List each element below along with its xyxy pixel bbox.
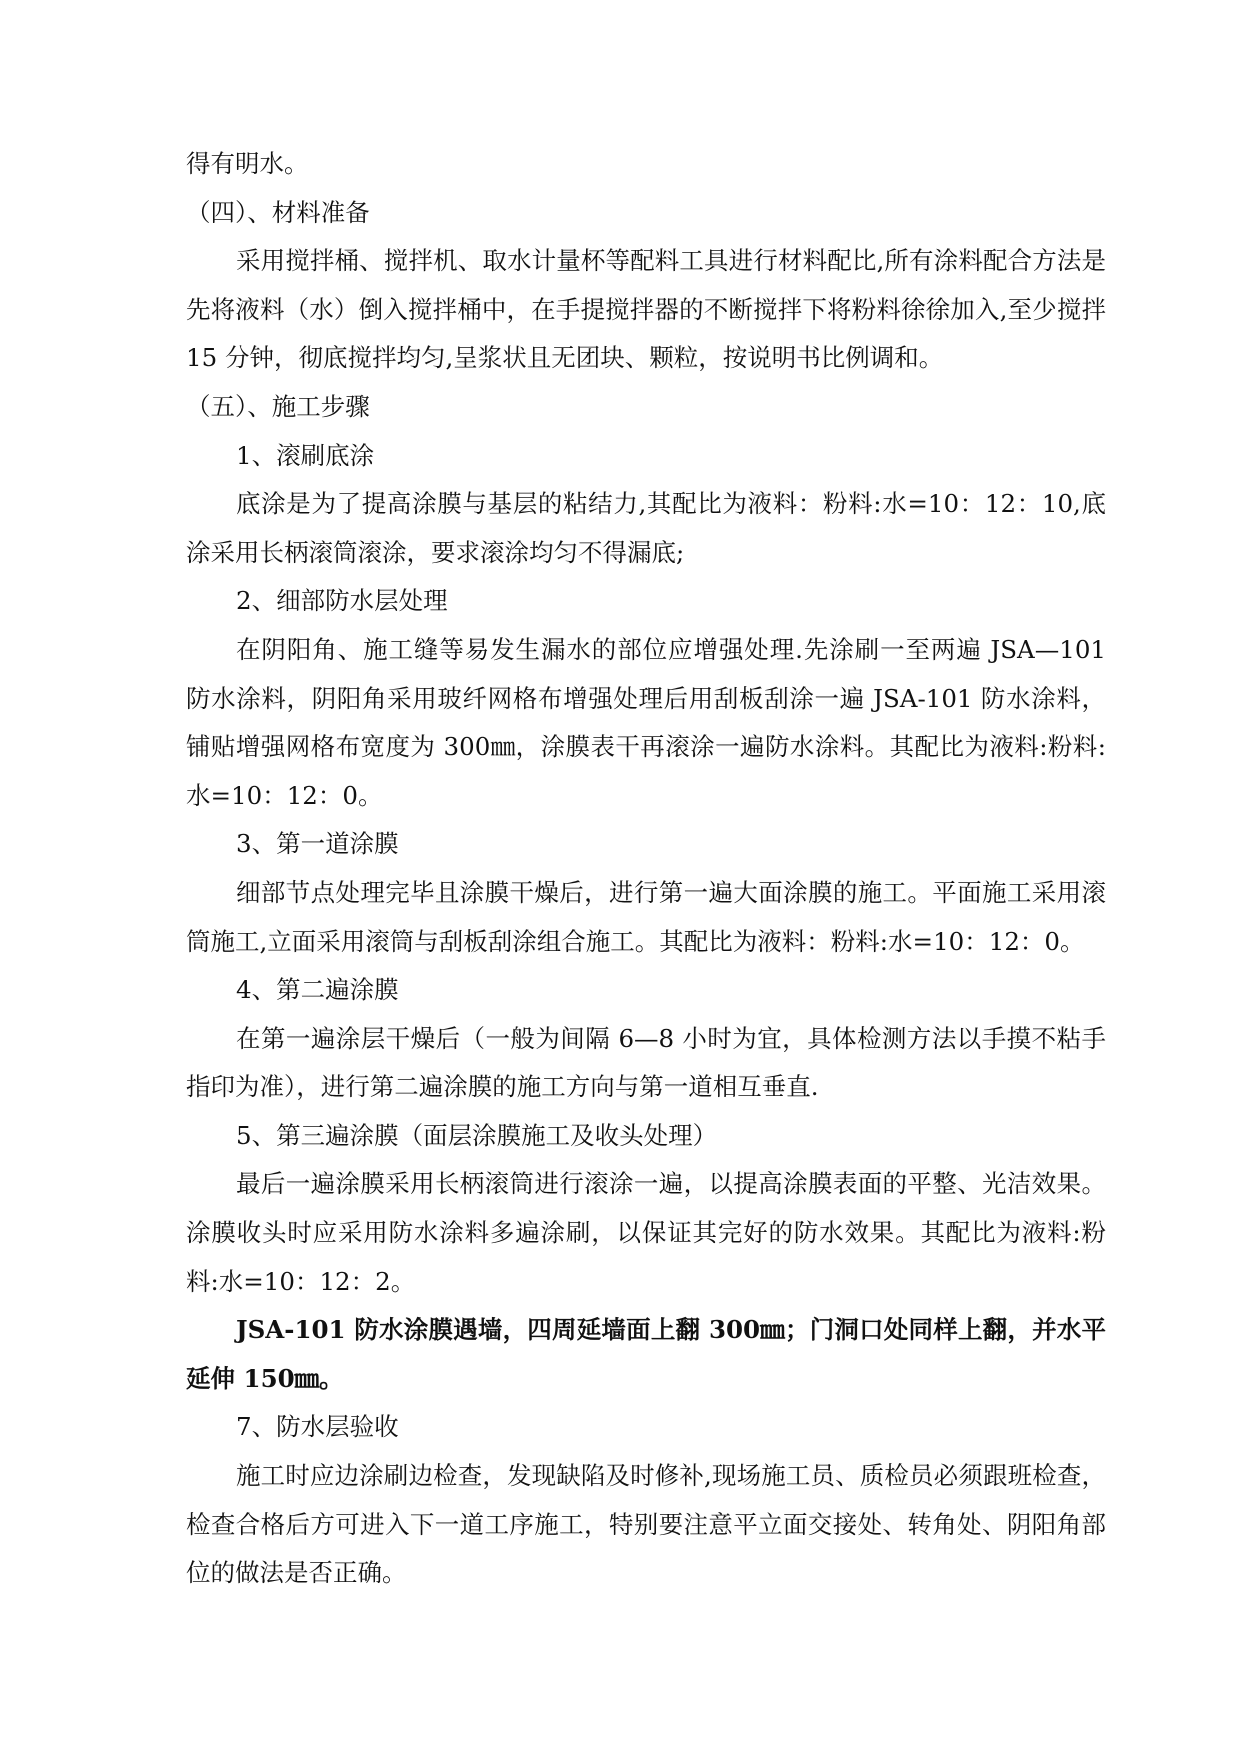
paragraph-step-1: 底涂是为了提高涂膜与基层的粘结力,其配比为液料：粉料:水=10：12：10,底涂采用长柄滚筒滚涂，要求滚涂均匀不得漏底; (186, 489, 1106, 567)
step-heading-3: 3、第一道涂膜 (236, 829, 399, 859)
paragraph-step-7: 施工时应边涂刷边检查，发现缺陷及时修补,现场施工员、质检员必须跟班检查，检查合格后方可进入下一道工序施工，特别要注意平立面交接处、转角处、阴阳角部位的做法是否正确。 (186, 1461, 1106, 1588)
paragraph-wall-turnup-bold: JSA-101 防水涂膜遇墙，四周延墙面上翻 300㎜；门洞口处同样上翻，并水平延伸 150㎜。 (186, 1315, 1106, 1393)
paragraph-materials: 采用搅拌桶、搅拌机、取水计量杯等配料工具进行材料配比,所有涂料配合方法是先将液料（水）倒入搅拌桶中，在手提搅拌器的不断搅拌下将粉料徐徐加入,至少搅拌 15 分钟，彻底搅拌均匀,呈浆状且无团块、颗粒，按说明书比例调和。 (186, 246, 1106, 373)
step-heading-7: 7、防水层验收 (236, 1412, 399, 1442)
step-heading-1: 1、滚刷底涂 (236, 440, 375, 470)
step-heading-5: 5、第三遍涂膜（面层涂膜施工及收头处理） (236, 1120, 718, 1150)
paragraph-step-4: 在第一遍涂层干燥后（一般为间隔 6—8 小时为宜，具体检测方法以手摸不粘手指印为准），进行第二遍涂膜的施工方向与第一道相互垂直. (186, 1023, 1106, 1102)
section-heading-steps: （五）、施工步骤 (186, 391, 370, 421)
paragraph-step-2: 在阴阳角、施工缝等易发生漏水的部位应增强处理.先涂刷一至两遍 JSA—101 防水涂料，阴阳角采用玻纤网格布增强处理后用刮板刮涂一遍 JSA-101 防水涂料，铺贴增强网格布宽度为 300㎜，涂膜表干再滚涂一遍防水涂料。其配比为液料:粉料:水=10：12：0。 (186, 634, 1106, 810)
document-body (186, 140, 1106, 1598)
paragraph-continuation: 得有明水。 (186, 149, 309, 178)
step-heading-2: 2、细部防水层处理 (236, 586, 448, 616)
step-heading-4: 4、第二遍涂膜 (236, 975, 399, 1005)
paragraph-step-3: 细部节点处理完毕且涂膜干燥后，进行第一遍大面涂膜的施工。平面施工采用滚筒施工,立面采用滚筒与刮板刮涂组合施工。其配比为液料：粉料:水=10：12：0。 (186, 877, 1106, 956)
paragraph-step-5: 最后一遍涂膜采用长柄滚筒进行滚涂一遍，以提高涂膜表面的平整、光洁效果。涂膜收头时应采用防水涂料多遍涂刷，以保证其完好的防水效果。其配比为液料:粉料:水=10：12：2。 (186, 1169, 1106, 1296)
section-heading-materials: （四）、材料准备 (186, 197, 370, 227)
